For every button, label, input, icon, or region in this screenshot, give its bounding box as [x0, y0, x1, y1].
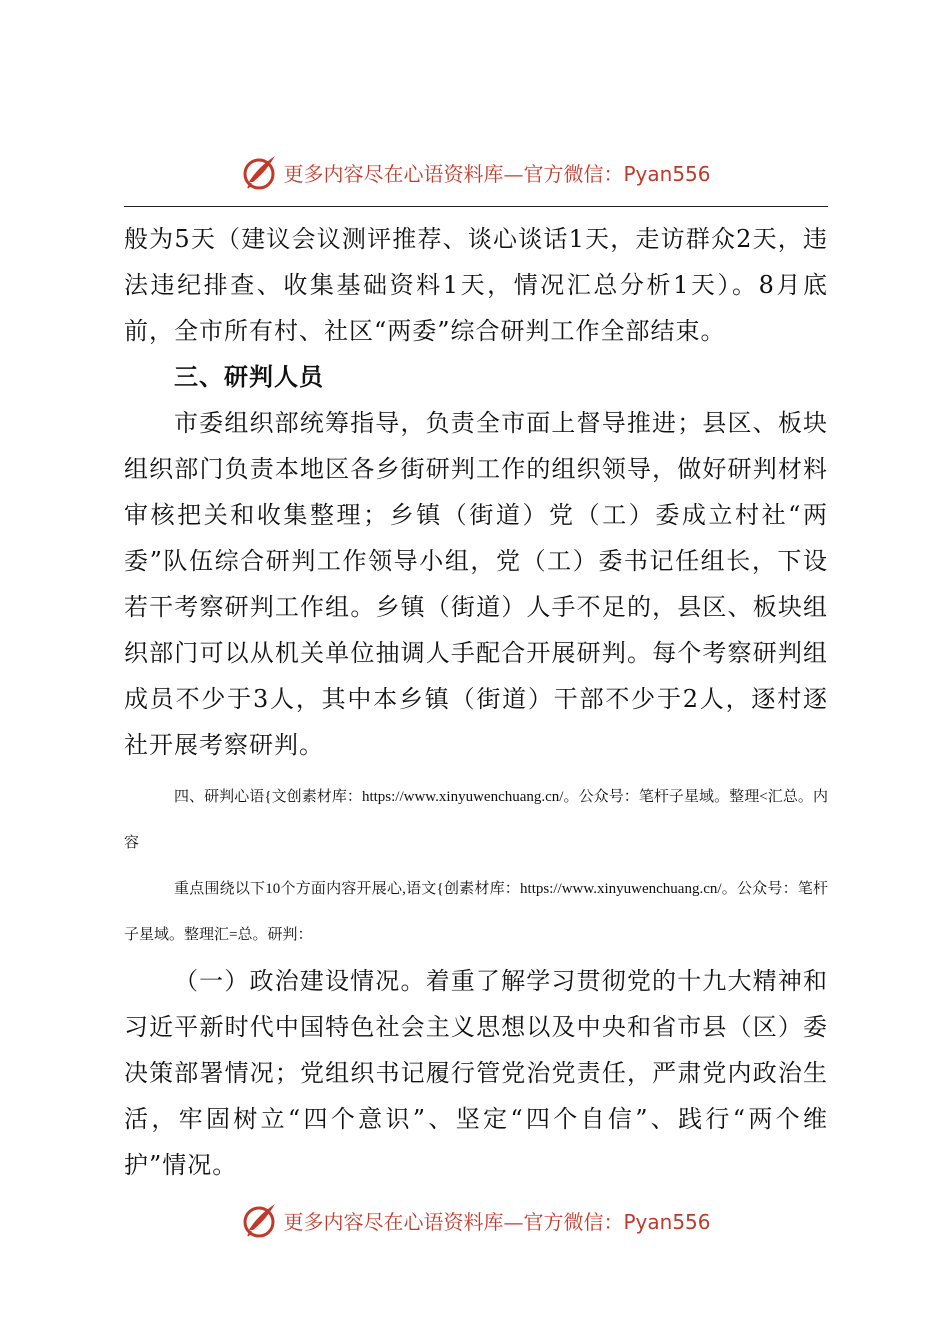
wechat-id: Pyan556: [623, 1209, 711, 1234]
watermark-text: 更多内容尽在心语资料库—官方微信：Pyan556: [283, 1209, 711, 1234]
quill-pen-logo-icon: [239, 152, 279, 192]
footer-watermark: [0, 1198, 950, 1242]
paragraph-personnel: 市委组织部统筹指导，负责全市面上督导推进；县区、板块组织部门负责本地区各乡街研判工作的组织领导，做好研判材料审核把关和收集整理；乡镇（街道）党（工）委成立村社“两委”队伍综合研判工作领导小组，党（工）委书记任组长，下设若干考察研判工作组。乡镇（街道）人手不足的，县区、板块组织部门可以从机关单位抽调人手配合开展研判。每个考察研判组成员不少于3人，其中本乡镇（街道）干部不少于2人，逐村逐社开展考察研判。: [124, 409, 828, 759]
section-heading-personnel: 三、研判人员: [174, 363, 324, 391]
wechat-id: Pyan556: [623, 161, 711, 186]
paragraph-content-intro: 重点围绕以下10个方面内容开展心,语文{创素材库：https://www.xinyuwenchuang.cn/。公众号：笔杆子星域。整理汇=总。研判：: [124, 881, 828, 943]
quill-pen-logo-icon: [239, 1200, 279, 1240]
header-watermark: [0, 150, 950, 194]
paragraph-schedule: 般为5天（建议会议测评推荐、谈心谈话1天，走访群众2天，违法违纪排查、收集基础资料1天，情况汇总分析1天）。8月底前，全市所有村、社区“两委”综合研判工作全部结束。: [124, 225, 828, 345]
section-heading-content: 四、研判心语{文创素材库：https://www.xinyuwenchuang.cn/。公众号：笔杆子星域。整理<汇总。内容: [124, 789, 828, 851]
header-divider: [124, 206, 828, 207]
document-body: [124, 216, 828, 1188]
watermark-text: 更多内容尽在心语资料库—官方微信：Pyan556: [283, 161, 711, 186]
paragraph-political-building: （一）政治建设情况。着重了解学习贯彻党的十九大精神和习近平新时代中国特色社会主义思想以及中央和省市县（区）委决策部署情况；党组织书记履行管党治党责任，严肃党内政治生活，牢固树立“四个意识”、坚定“四个自信”、践行“两个维护”情况。: [124, 967, 828, 1179]
